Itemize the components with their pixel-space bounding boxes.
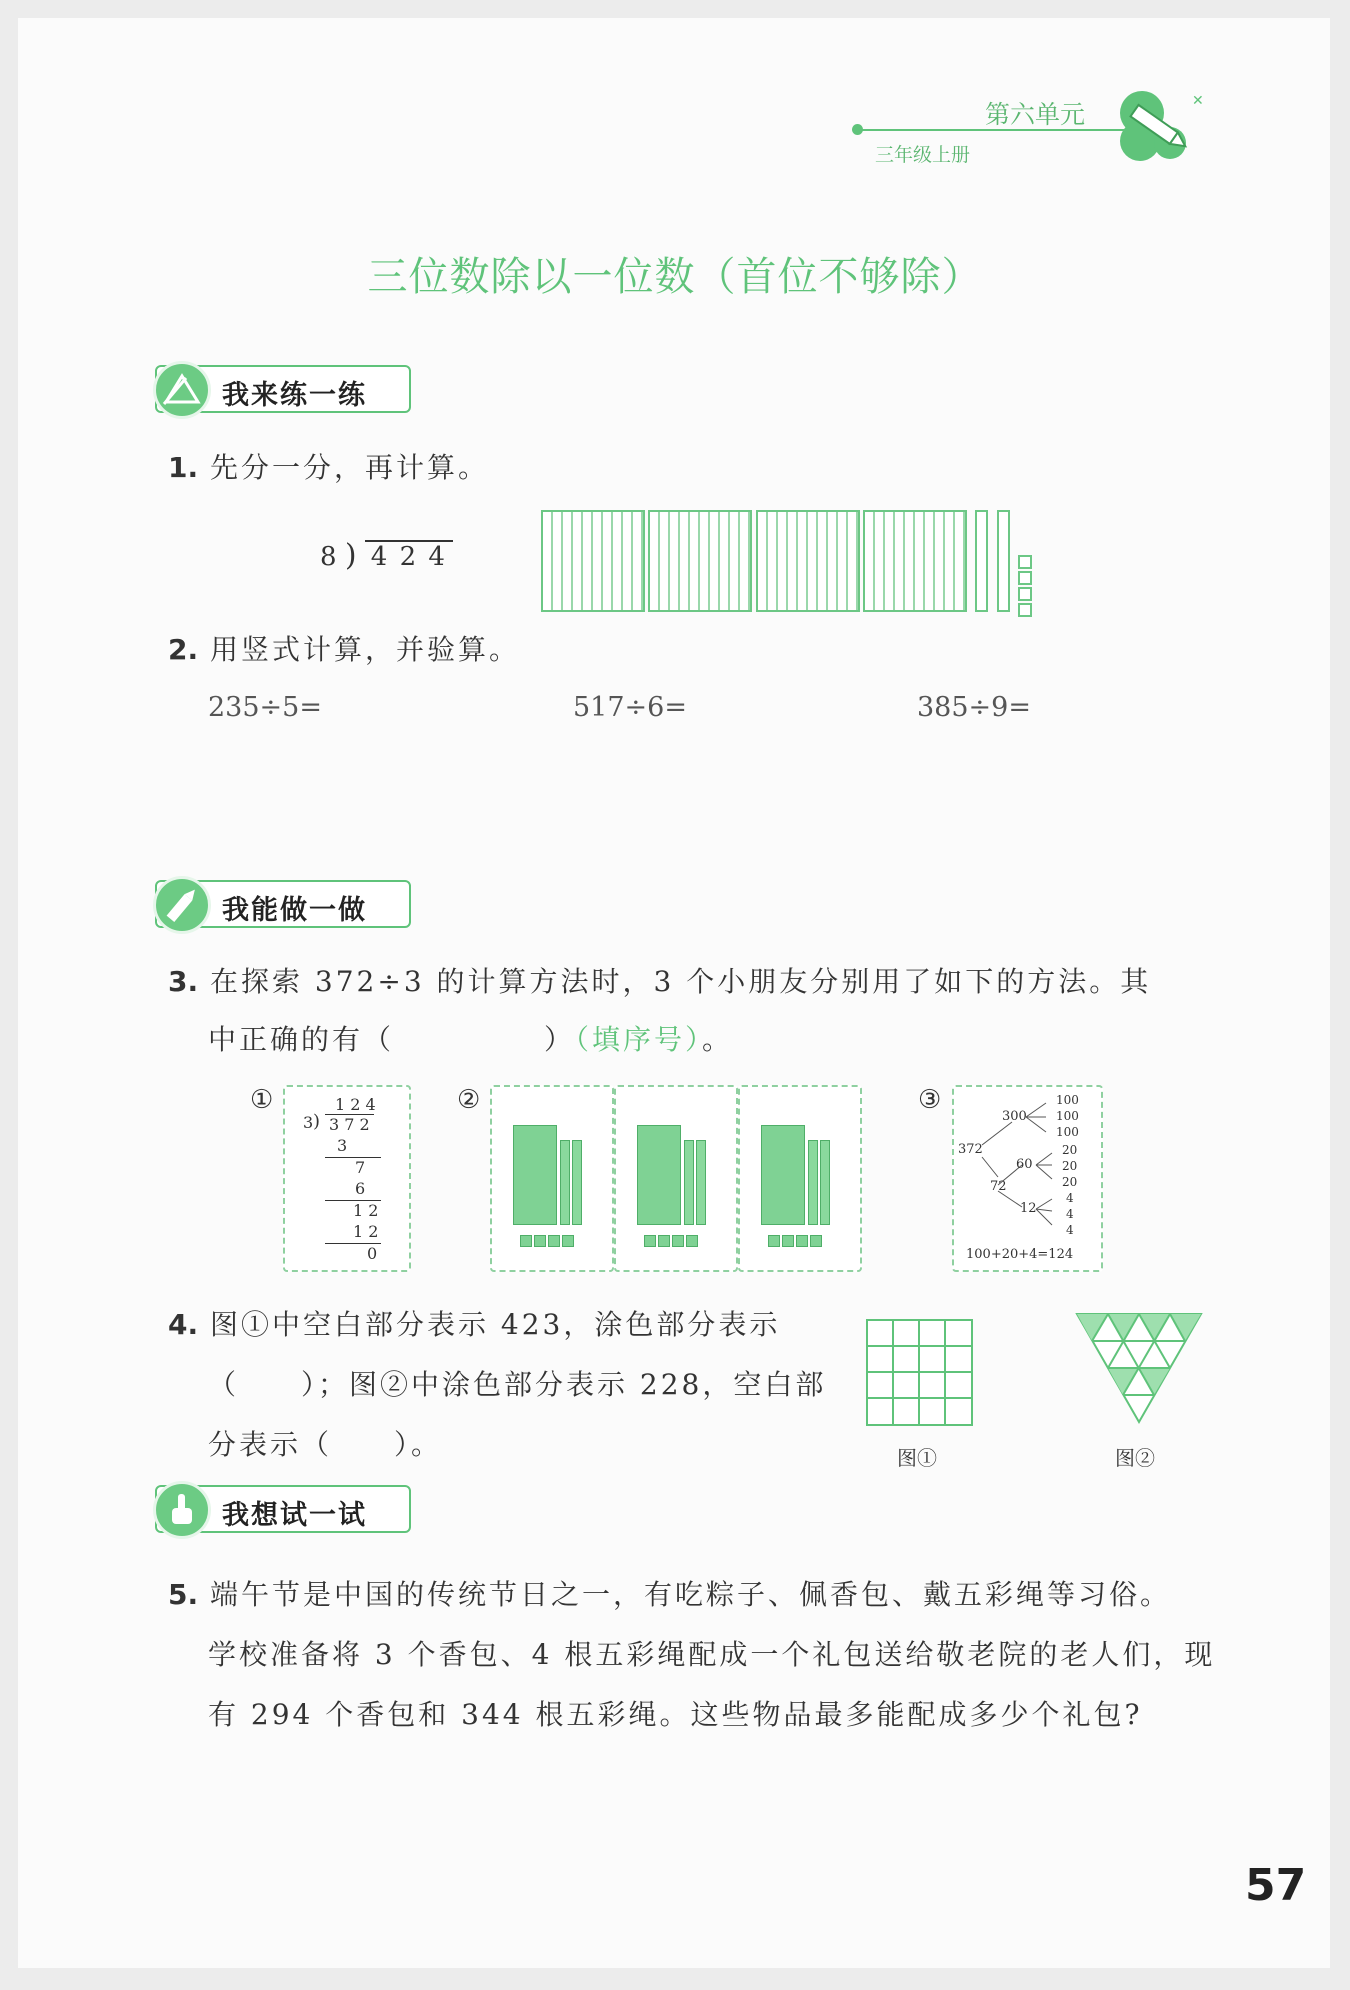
ten-rod — [975, 510, 988, 612]
tree-part: 12 — [1020, 1201, 1037, 1216]
question-text: 学校准备将 3 个香包、4 根五彩绳配成一个礼包送给敬老院的老人们，现 — [208, 1638, 1216, 1671]
question-number: 5. — [168, 1578, 199, 1611]
pointing-hand-icon — [153, 1481, 211, 1539]
step: 0 — [367, 1244, 378, 1263]
method-3-box — [952, 1085, 1103, 1272]
dividend[interactable]: 4 2 4 — [365, 540, 453, 572]
svg-text:✕: ✕ — [1192, 93, 1204, 109]
method-label: ③ — [918, 1085, 942, 1115]
tree-part: 300 — [1002, 1109, 1027, 1124]
method-label: ① — [250, 1085, 274, 1115]
unit-block — [686, 1235, 698, 1247]
divisor: 3 — [303, 1113, 314, 1132]
question-text: 图①中空白部分表示 423，涂色部分表示 — [210, 1308, 781, 1341]
unit-block — [810, 1235, 822, 1247]
triangle-figure-2 — [1075, 1312, 1205, 1424]
dividend: 3 7 2 — [325, 1114, 374, 1134]
calc-item: 517÷6= — [573, 692, 687, 723]
question-text: 分表示（ ）。 — [208, 1428, 443, 1461]
ruler-triangle-icon — [153, 361, 211, 419]
step: 1 2 — [353, 1201, 379, 1220]
tree-leaf: 20 — [1062, 1175, 1078, 1189]
hundred-block — [513, 1125, 557, 1225]
question-text: 中正确的有（ — [208, 1023, 395, 1056]
question-5 — [168, 1565, 1215, 1745]
section-label: 我来练一练 — [222, 380, 367, 411]
section-label: 我能做一做 — [222, 895, 367, 926]
step: 7 — [355, 1158, 366, 1177]
question-number: 2. — [168, 633, 199, 666]
ten-block — [820, 1140, 830, 1225]
tree-leaf: 4 — [1066, 1191, 1074, 1205]
unit-cube — [1018, 603, 1032, 617]
question-number: 1. — [168, 451, 199, 484]
figure-2-caption: 图② — [1115, 1446, 1155, 1470]
step: 1 2 — [353, 1222, 379, 1241]
unit-block — [796, 1235, 808, 1247]
hundred-flat — [756, 510, 860, 612]
question-4 — [168, 1295, 826, 1475]
hundred-flat — [541, 510, 645, 612]
unit-block — [782, 1235, 794, 1247]
pencil-icon — [153, 876, 211, 934]
divisor: 8 — [320, 542, 337, 572]
calc-item: 385÷9= — [917, 692, 1031, 723]
ten-block — [808, 1140, 818, 1225]
unit-block — [534, 1235, 546, 1247]
step: 3 — [337, 1136, 348, 1155]
tree-leaf: 100 — [1056, 1093, 1079, 1107]
question-3 — [168, 962, 1151, 1002]
page-number: 57 — [1245, 1860, 1307, 1911]
question-text: 端午节是中国的传统节日之一，有吃粽子、佩香包、戴五彩绳等习俗。 — [210, 1578, 1172, 1611]
ten-block — [696, 1140, 706, 1225]
division-bracket: 8 ) 4 2 4 — [320, 538, 453, 573]
quotient: 1 2 4 — [335, 1095, 376, 1114]
question-text: ） — [544, 1023, 576, 1056]
tree-leaf: 20 — [1062, 1143, 1078, 1157]
question-3-line2 — [208, 1020, 733, 1060]
question-text: 先分一分，再计算。 — [210, 451, 490, 484]
unit-block — [520, 1235, 532, 1247]
ten-block — [560, 1140, 570, 1225]
header-line — [858, 129, 1130, 131]
unit-block — [672, 1235, 684, 1247]
figure-1-caption: 图① — [897, 1446, 937, 1470]
section-badge-doing — [155, 880, 411, 928]
tree-leaf: 100 — [1056, 1125, 1079, 1139]
unit-block — [644, 1235, 656, 1247]
unit-cube — [1018, 555, 1032, 569]
tree-result: 100+20+4=124 — [966, 1247, 1074, 1262]
tree-part: 60 — [1016, 1157, 1033, 1172]
question-number: 4. — [168, 1308, 199, 1341]
grid-figure-1 — [865, 1318, 975, 1428]
tree-leaf: 20 — [1062, 1159, 1078, 1173]
method-label: ② — [457, 1085, 481, 1115]
hundred-flat — [863, 510, 967, 612]
unit-block — [562, 1235, 574, 1247]
page-title: 三位数除以一位数（首位不够除） — [367, 254, 983, 300]
question-text: （ ）；图②中涂色部分表示 228，空白部 — [208, 1368, 827, 1401]
question-1 — [168, 448, 489, 488]
unit-cube — [1018, 587, 1032, 601]
ten-rod — [997, 510, 1010, 612]
question-text: 有 294 个香包和 344 根五彩绳。这些物品最多能配成多少个礼包? — [208, 1698, 1143, 1731]
unit-cube — [1018, 571, 1032, 585]
hundred-flat — [648, 510, 752, 612]
unit-block — [548, 1235, 560, 1247]
section-label: 我想试一试 — [222, 1500, 367, 1531]
unit-title: 第六单元 — [985, 100, 1086, 129]
unit-block — [768, 1235, 780, 1247]
unit-block — [658, 1235, 670, 1247]
tree-part: 72 — [990, 1179, 1007, 1194]
tree-leaf: 4 — [1066, 1207, 1074, 1221]
question-text: 在探索 372÷3 的计算方法时，3 个小朋友分别用了如下的方法。其 — [210, 965, 1152, 998]
question-text: 用竖式计算，并验算。 — [210, 633, 521, 666]
section-badge-try — [155, 1485, 411, 1533]
hint-text: （填序号） — [575, 1023, 703, 1056]
method-1-box: 1 2 4 3 ) 3 7 2 3 7 6 1 2 1 2 0 — [283, 1085, 411, 1272]
pencil-circles-icon — [1110, 85, 1205, 165]
question-text: 。 — [702, 1023, 734, 1056]
ten-block — [572, 1140, 582, 1225]
tree-leaf: 4 — [1066, 1223, 1074, 1237]
question-2 — [168, 630, 520, 670]
hundred-block — [761, 1125, 805, 1225]
grade-label: 三年级上册 — [875, 144, 971, 166]
question-number: 3. — [168, 965, 199, 998]
ten-block — [684, 1140, 694, 1225]
calc-item: 235÷5= — [208, 692, 322, 723]
tree-total: 372 — [958, 1142, 983, 1157]
step: 6 — [355, 1179, 366, 1198]
hundred-block — [637, 1125, 681, 1225]
decomposition-tree — [954, 1087, 1101, 1270]
section-badge-practice — [155, 365, 411, 413]
tree-leaf: 100 — [1056, 1109, 1079, 1123]
